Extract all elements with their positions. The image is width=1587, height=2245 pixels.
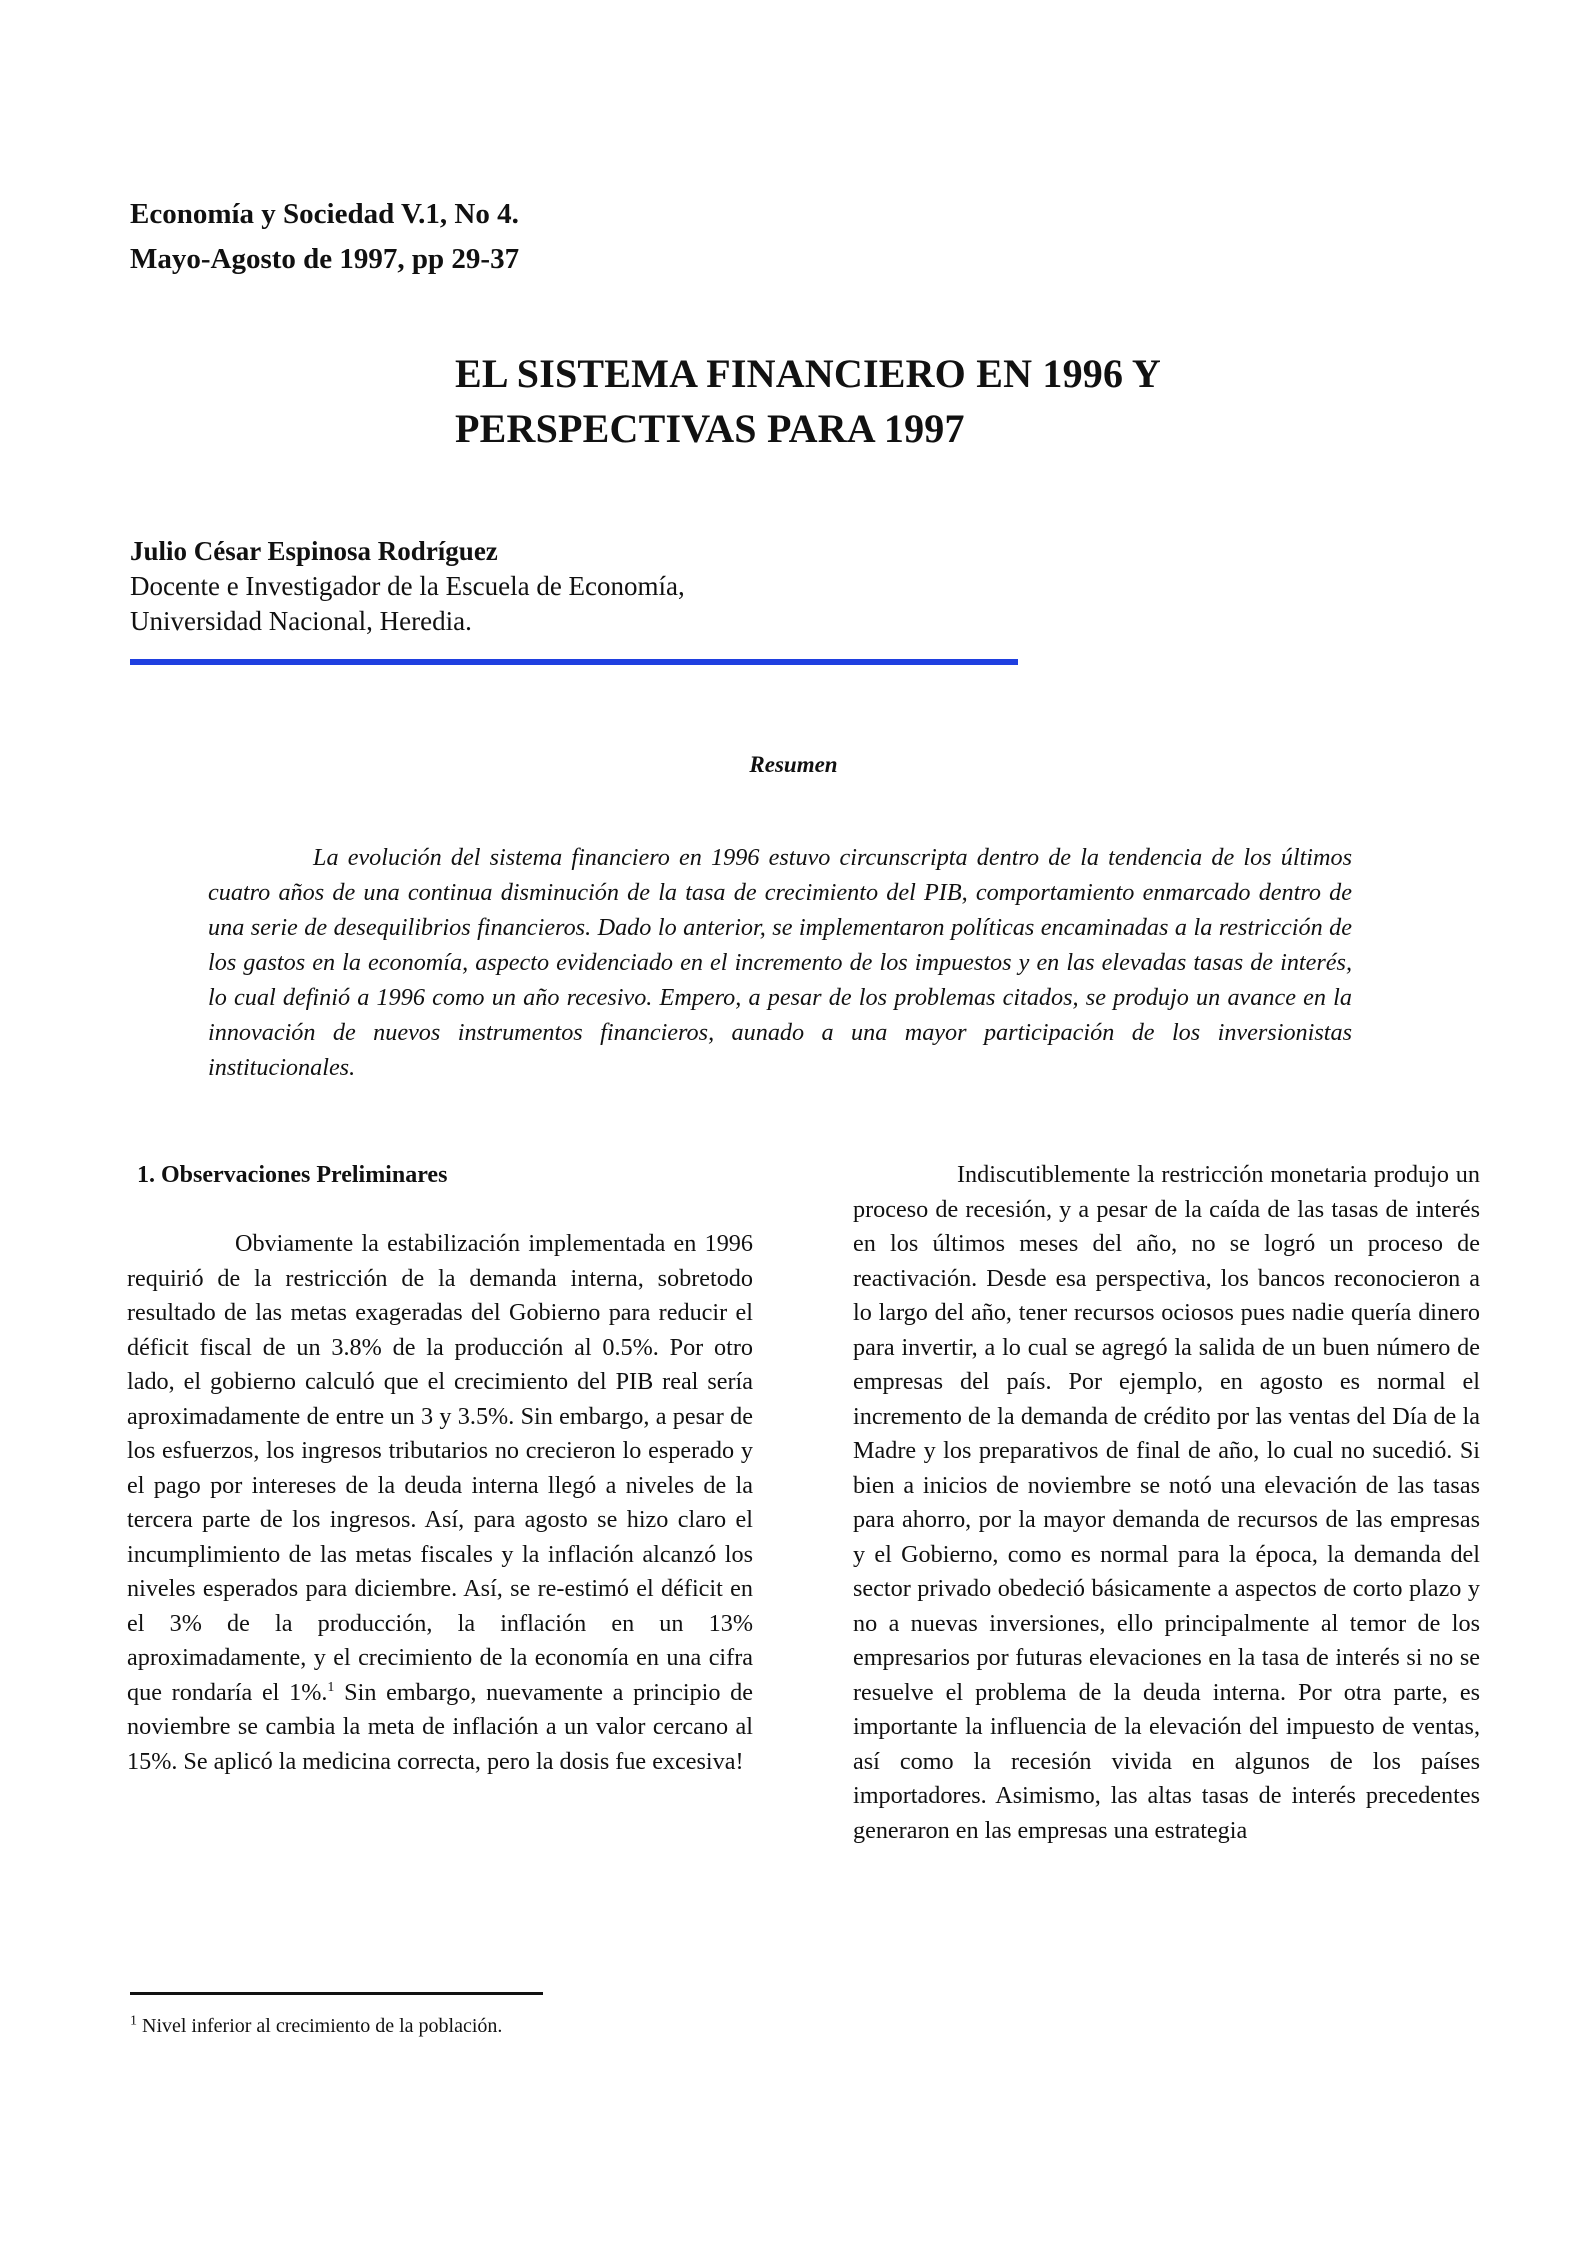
title-line-1: EL SISTEMA FINANCIERO EN 1996 Y <box>455 351 1161 396</box>
title-line-2: PERSPECTIVAS PARA 1997 <box>455 406 965 451</box>
journal-header <box>130 192 519 282</box>
author-name: Julio César Espinosa Rodríguez <box>130 536 498 566</box>
author-affiliation-2: Universidad Nacional, Heredia. <box>130 606 472 636</box>
body-paragraph-1 <box>127 1227 753 1779</box>
author-block <box>130 534 685 639</box>
footnote-divider <box>130 1992 543 1995</box>
journal-date-pages: Mayo-Agosto de 1997, pp 29-37 <box>130 243 520 275</box>
body-paragraph-2: Indiscutiblemente la restricción monetaria produjo un proceso de recesión, y a pesar de la caída de las tasas de interés en los últimos meses del año, no se logró un proceso de reactivación. Desde esa perspectiva, los bancos reconocieron a lo largo del año, tener recursos ociosos pues nadie quería dinero para invertir, a lo cual se agregó la salida de un buen número de empresas del país. Por ejemplo, en agosto es normal el incremento de la demanda de crédito por las ventas del Día de la Madre y los preparativos de final de año, lo cual no sucedió. Si bien a inicios de noviembre se notó una elevación de las tasas para ahorro, por la mayor demanda de recursos de las empresas y el Gobierno, como es normal para la época, la demanda del sector privado obedeció básicamente a aspectos de corto plazo y no a nuevas inversiones, ello principalmente al temor de los empresarios por futuras elevaciones en la tasa de interés si no se resuelve el problema de la deuda interna. Por otra parte, es importante la influencia de la elevación del impuesto de ventas, así como la recesión vivida en algunos de los países importadores. Asimismo, las altas tasas de interés precedentes generaron en las empresas una estrategia <box>853 1161 1480 1844</box>
paragraph-1-continuation: Sin embargo, nuevamente a principio de noviembre se cambia la meta de inflación a un valor cercano al 15%. Se aplicó la medicina correcta, pero la dosis fue excesiva! <box>127 1678 753 1775</box>
abstract-text: La evolución del sistema financiero en 1996 estuvo circunscripta dentro de la tendencia de los últimos cuatro años de una continua disminución de la tasa de crecimiento del PIB, comportamiento enmarcado dentro de una serie de desequilibrios financieros. Dado lo anterior, se implementaron políticas encaminadas a la restricción de los gastos en la economía, aspecto evidenciado en el incremento de los impuestos y en las elevadas tasas de interés, lo cual definió a 1996 como un año recesivo. Empero, a pesar de los problemas citados, se produjo un avance en la innovación de nuevos instrumentos financieros, aunado a una mayor participación de los inversionistas institucionales. <box>208 844 1352 1082</box>
journal-issue: Economía y Sociedad V.1, No 4. <box>130 198 519 230</box>
footnote <box>130 2012 502 2040</box>
article-title <box>455 346 1161 456</box>
abstract-heading: Resumen <box>749 752 838 777</box>
footnote-mark: 1 <box>130 2013 137 2029</box>
footnote-reference[interactable]: 1 <box>327 1679 335 1695</box>
column-right <box>853 1158 1480 1848</box>
column-left <box>127 1158 753 1779</box>
paragraph-1-text: Obviamente la estabilización implementada en 1996 requirió de la restricción de la demanda interna, sobretodo resultado de las metas exageradas del Gobierno para reducir el déficit fiscal de un 3.8% de la producción al 0.5%. Por otro lado, el gobierno calculó que el crecimiento del PIB real sería aproximadamente de entre un 3 y 3.5%. Sin embargo, a pesar de los esfuerzos, los ingresos tributarios no crecieron lo esperado y el pago por intereses de la deuda interna llegó a niveles de la tercera parte de los ingresos. Así, para agosto se hizo claro el incumplimiento de las metas fiscales y la inflación alcanzó los niveles esperados para diciembre. Así, se re-estimó el déficit en el 3% de la producción, la inflación en un 13% aproximadamente, y el crecimiento de la economía en una cifra que rondaría el 1%. <box>127 1230 753 1706</box>
section-heading: 1. Observaciones Preliminares <box>137 1162 448 1188</box>
header-divider <box>130 659 1018 665</box>
footnote-text: Nivel inferior al crecimiento de la población. <box>137 2015 503 2037</box>
author-affiliation-1: Docente e Investigador de la Escuela de Economía, <box>130 571 685 601</box>
